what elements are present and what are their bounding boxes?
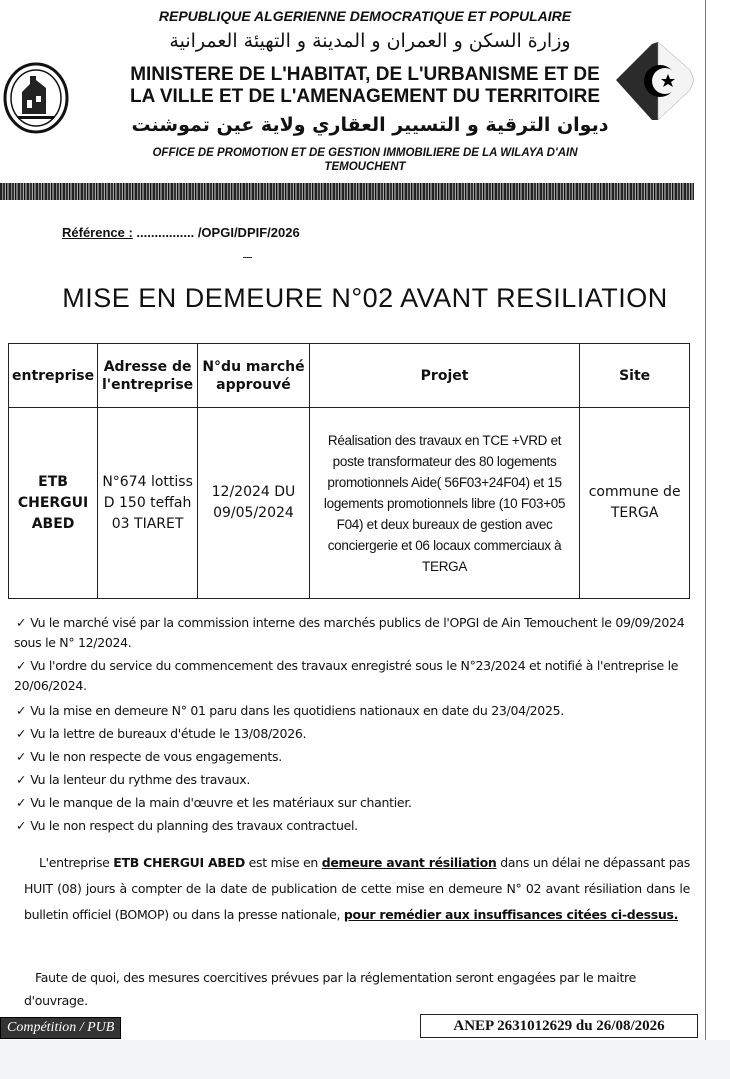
table-row bbox=[9, 408, 690, 599]
remedy-phrase: pour remédier aux insuffisances citées ci-dessus. bbox=[343, 907, 679, 922]
demeure-phrase: demeure avant résiliation bbox=[321, 855, 497, 870]
category-badge: Compétition / PUB bbox=[0, 1017, 121, 1039]
list-item: ✓ Vu le non respect du planning des travaux contractuel. bbox=[16, 818, 358, 833]
page-title: MISE EN DEMEURE N°02 AVANT RESILIATION bbox=[62, 283, 668, 313]
cell-site: commune de TERGA bbox=[580, 408, 690, 599]
cell-adresse: N°674 lottiss D 150 teffah 03 TIARET bbox=[98, 408, 198, 599]
ministry-french-line-2: LA VILLE ET DE L'AMENAGEMENT DU TERRITOIRE bbox=[129, 86, 601, 107]
header-site: Site bbox=[580, 344, 690, 408]
office-arabic: ديوان الترقية و التسيير العقاري ولاية عين تموشنت bbox=[131, 114, 609, 136]
header-marche: N°du marché approuvé bbox=[198, 344, 310, 408]
checkmark-icon: ✓ bbox=[16, 749, 27, 764]
ministry-arabic: وزارة السكن و العمران و المدينة و التهيئة العمرانية bbox=[169, 30, 571, 52]
office-french-line-1: OFFICE DE PROMOTION ET DE GESTION IMMOBILIERE DE LA WILAYA D'AIN bbox=[152, 147, 578, 159]
considerations-list bbox=[14, 613, 692, 837]
table-header-row bbox=[9, 344, 690, 408]
cell-entreprise: ETB CHERGUI ABED bbox=[9, 408, 98, 599]
contract-table bbox=[8, 343, 690, 599]
checkmark-icon: ✓ bbox=[16, 795, 27, 810]
header-adresse: Adresse de l'entreprise bbox=[98, 344, 198, 408]
checkmark-icon: ✓ bbox=[16, 615, 27, 630]
cell-projet: Réalisation des travaux en TCE +VRD et poste transformateur des 80 logements promotionnels Aide( 56F03+24F04) et 15 logements promotionnels libre (10 F03+05 F04) et deux bureaux de gestion avec conciergerie et 06 locaux commerciaux à TERGA bbox=[309, 408, 579, 599]
scan-margin bbox=[0, 1040, 730, 1079]
list-item: ✓ Vu l'ordre du service du commencement des travaux enregistré sous le N°23/2024 et notifié à l'entreprise le 20/06/2024. bbox=[14, 658, 679, 693]
republique-heading: REPUBLIQUE ALGERIENNE DEMOCRATIQUE ET POPULAIRE bbox=[158, 8, 572, 24]
checkmark-icon: ✓ bbox=[16, 772, 27, 787]
list-item: ✓ Vu la lettre de bureaux d'étude le 13/08/2026. bbox=[16, 726, 307, 741]
checkmark-icon: ✓ bbox=[16, 726, 27, 741]
anep-reference: ANEP 2631012629 du 26/08/2026 bbox=[420, 1014, 698, 1038]
reference-value: ................ /OPGI/DPIF/2026 bbox=[132, 225, 300, 240]
ministry-french bbox=[70, 64, 660, 108]
divider bbox=[243, 257, 252, 258]
list-item: ✓ Vu la mise en demeure N° 01 paru dans les quotidiens nationaux en date du 23/04/2025. bbox=[16, 703, 564, 718]
algeria-flag-icon bbox=[596, 40, 700, 122]
company-name: ETB CHERGUI ABED bbox=[113, 855, 245, 870]
list-item: ✓ Vu le marché visé par la commission interne des marchés publics de l'OPGI de Ain Temouchent le 09/09/2024 sous le N° 12/2024. bbox=[14, 615, 685, 650]
reference-label: Référence : bbox=[62, 225, 133, 240]
reference-line bbox=[62, 225, 300, 240]
ministry-french-line-1: MINISTERE DE L'HABITAT, DE L'URBANISME ET DE bbox=[130, 64, 600, 85]
checkmark-icon: ✓ bbox=[16, 703, 27, 718]
closing-paragraph: Faute de quoi, des mesures coercitives prévues par la réglementation seront engagées par le maitre d'ouvrage. bbox=[24, 970, 637, 1008]
header-projet: Projet bbox=[309, 344, 579, 408]
cell-marche: 12/2024 DU 09/05/2024 bbox=[198, 408, 310, 599]
list-item: ✓ Vu la lenteur du rythme des travaux. bbox=[16, 772, 250, 787]
checkmark-icon: ✓ bbox=[16, 658, 27, 673]
list-item: ✓ Vu le manque de la main d'œuvre et les matériaux sur chantier. bbox=[16, 795, 412, 810]
header-entreprise: entreprise bbox=[9, 344, 98, 408]
list-item: ✓ Vu le non respecte de vous engagements. bbox=[16, 749, 282, 764]
formal-notice-paragraph: L'entreprise ETB CHERGUI ABED est mise en demeure avant résiliation dans un délai ne dépassant pas HUIT (08) jours à compter de la date de publication de cette mise en demeure N° 02 avant résiliation dans le bulletin officiel (BOMOP) ou dans la presse nationale, pour remédier aux insuffisances citées ci-dessus. bbox=[24, 855, 690, 922]
header-separator bbox=[0, 183, 694, 200]
checkmark-icon: ✓ bbox=[16, 818, 27, 833]
office-french bbox=[80, 146, 650, 174]
page-edge bbox=[705, 0, 706, 1079]
office-french-line-2: TEMOUCHENT bbox=[324, 161, 406, 173]
